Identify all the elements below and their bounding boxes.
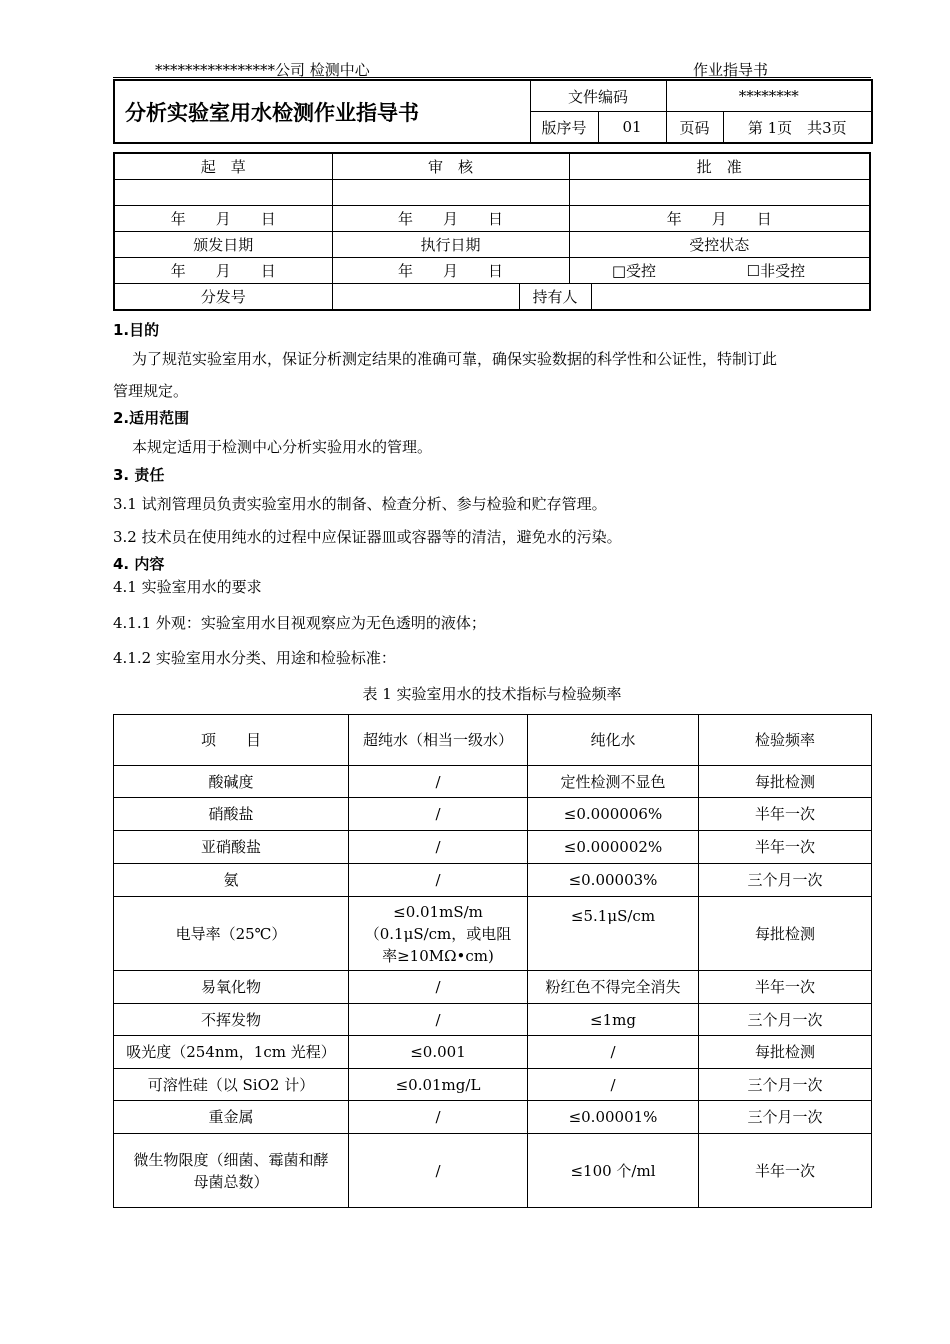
cell-item: 氨	[114, 864, 349, 897]
cell-purified: ≤1mg	[528, 1004, 699, 1036]
cell-frequency: 每批检测	[699, 1036, 872, 1069]
cell-purified: ≤5.1μS/cm	[528, 897, 699, 971]
cell-frequency: 半年一次	[699, 1134, 872, 1208]
review-date: 年 月 日	[332, 206, 569, 232]
exec-date-label: 执行日期	[332, 232, 569, 258]
approve-date: 年 月 日	[569, 206, 870, 232]
cell-frequency: 三个月一次	[699, 1004, 872, 1036]
issue-date-label: 颁发日期	[114, 232, 332, 258]
cell-purified: ≤0.00001%	[528, 1101, 699, 1134]
doc-type: 作业指导书	[693, 61, 769, 79]
cell-ultrapure: /	[349, 1004, 528, 1036]
file-code-value: ********	[666, 80, 872, 112]
table-row	[114, 897, 872, 971]
cell-ultrapure: /	[349, 798, 528, 831]
water-spec-table	[113, 714, 872, 1208]
cell-item: 不挥发物	[114, 1004, 349, 1036]
header-divider	[113, 77, 871, 78]
cell-ultrapure: /	[349, 1101, 528, 1134]
control-status-options	[569, 258, 870, 284]
holder-label: 持有人	[519, 284, 591, 311]
approval-block	[113, 152, 871, 311]
table-row	[114, 766, 872, 798]
cell-ultrapure: /	[349, 831, 528, 864]
cell-item: 微生物限度（细菌、霉菌和酵母菌总数）	[114, 1134, 349, 1208]
cell-frequency: 半年一次	[699, 971, 872, 1004]
table-header-row	[114, 715, 872, 766]
cell-item: 亚硝酸盐	[114, 831, 349, 864]
table-row	[114, 864, 872, 897]
cell-ultrapure: ≤0.01mS/m （0.1μS/cm，或电阻率≥10MΩ•cm)	[349, 897, 528, 971]
version-label: 版序号	[530, 112, 598, 144]
cell-item: 吸光度（254nm，1cm 光程）	[114, 1036, 349, 1069]
table-row	[114, 798, 872, 831]
draft-date: 年 月 日	[114, 206, 332, 232]
table-row	[114, 1101, 872, 1134]
exec-date-value: 年 月 日	[332, 258, 569, 284]
cell-purified: ≤100 个/ml	[528, 1134, 699, 1208]
cell-purified: ≤0.000002%	[528, 831, 699, 864]
controlled-checkbox: □受控	[611, 262, 657, 280]
section-1-text-line1: 为了规范实验室用水，保证分析测定结果的准确可靠，确保实验数据的科学性和公证性，特制订此	[132, 350, 778, 368]
table-row	[114, 1069, 872, 1101]
cell-item: 重金属	[114, 1101, 349, 1134]
section-3-2: 3.2 技术员在使用纯水的过程中应保证器皿或容器等的清洁，避免水的污染。	[113, 528, 622, 546]
cell-frequency: 半年一次	[699, 798, 872, 831]
cell-purified: 粉红色不得完全消失	[528, 971, 699, 1004]
cell-frequency: 三个月一次	[699, 1069, 872, 1101]
cell-purified: /	[528, 1069, 699, 1101]
cell-frequency: 三个月一次	[699, 1101, 872, 1134]
table-caption: 表 1 实验室用水的技术指标与检验频率	[362, 685, 622, 703]
section-4-1: 4.1 实验室用水的要求	[113, 578, 262, 596]
uncontrolled-checkbox: ☐非受控	[746, 262, 806, 280]
cell-purified: ≤0.00003%	[528, 864, 699, 897]
header-purified: 纯化水	[528, 715, 699, 766]
approve-signature	[569, 180, 870, 206]
section-2-title: 2.适用范围	[113, 409, 190, 427]
cell-ultrapure: /	[349, 766, 528, 798]
cell-ultrapure: /	[349, 971, 528, 1004]
section-2-text: 本规定适用于检测中心分析实验用水的管理。	[132, 438, 433, 456]
cell-ultrapure: ≤0.01mg/L	[349, 1069, 528, 1101]
header-item: 项 目	[114, 715, 349, 766]
cell-purified: /	[528, 1036, 699, 1069]
cell-frequency: 半年一次	[699, 831, 872, 864]
company-name: ****************公司 检测中心	[155, 61, 370, 79]
cell-frequency: 三个月一次	[699, 864, 872, 897]
review-label: 审 核	[332, 153, 569, 180]
issue-date-value: 年 月 日	[114, 258, 332, 284]
file-code-label: 文件编码	[530, 80, 666, 112]
cell-item: 硝酸盐	[114, 798, 349, 831]
table-row	[114, 1134, 872, 1208]
draft-label: 起 草	[114, 153, 332, 180]
document-title: 分析实验室用水检测作业指导书	[114, 80, 530, 143]
draft-signature	[114, 180, 332, 206]
cell-item: 可溶性硅（以 SiO2 计）	[114, 1069, 349, 1101]
section-3-1: 3.1 试剂管理员负责实验室用水的制备、检查分析、参与检验和贮存管理。	[113, 495, 607, 513]
section-1-title: 1.目的	[113, 321, 160, 339]
cell-purified: 定性检测不显色	[528, 766, 699, 798]
page-value: 第 1页 共3页	[723, 112, 872, 144]
section-3-title: 3. 责任	[113, 466, 165, 484]
table-row	[114, 1004, 872, 1036]
version-value: 01	[598, 112, 666, 144]
header-ultrapure-text: 超纯水（相当一级水）	[362, 731, 513, 749]
approve-label: 批 准	[569, 153, 870, 180]
header-ultrapure	[349, 715, 528, 766]
cell-frequency: 每批检测	[699, 897, 872, 971]
review-signature	[332, 180, 569, 206]
header-frequency: 检验频率	[699, 715, 872, 766]
cell-frequency: 每批检测	[699, 766, 872, 798]
control-status-label: 受控状态	[569, 232, 870, 258]
table-row	[114, 971, 872, 1004]
dist-no-value	[332, 284, 519, 311]
title-block	[113, 79, 873, 144]
section-4-1-1: 4.1.1 外观：实验室用水目视观察应为无色透明的液体；	[113, 614, 486, 632]
cell-item: 电导率（25℃）	[114, 897, 349, 971]
table-row	[114, 831, 872, 864]
section-1-text-line2: 管理规定。	[113, 382, 189, 400]
cell-purified: ≤0.000006%	[528, 798, 699, 831]
cell-ultrapure: /	[349, 864, 528, 897]
cell-item: 酸碱度	[114, 766, 349, 798]
page-label: 页码	[666, 112, 723, 144]
table-row	[114, 1036, 872, 1069]
cell-ultrapure: /	[349, 1134, 528, 1208]
cell-item: 易氧化物	[114, 971, 349, 1004]
section-4-1-2: 4.1.2 实验室用水分类、用途和检验标准：	[113, 649, 396, 667]
dist-no-label: 分发号	[114, 284, 332, 311]
cell-ultrapure: ≤0.001	[349, 1036, 528, 1069]
holder-value	[591, 284, 870, 311]
section-4-title: 4. 内容	[113, 555, 165, 573]
